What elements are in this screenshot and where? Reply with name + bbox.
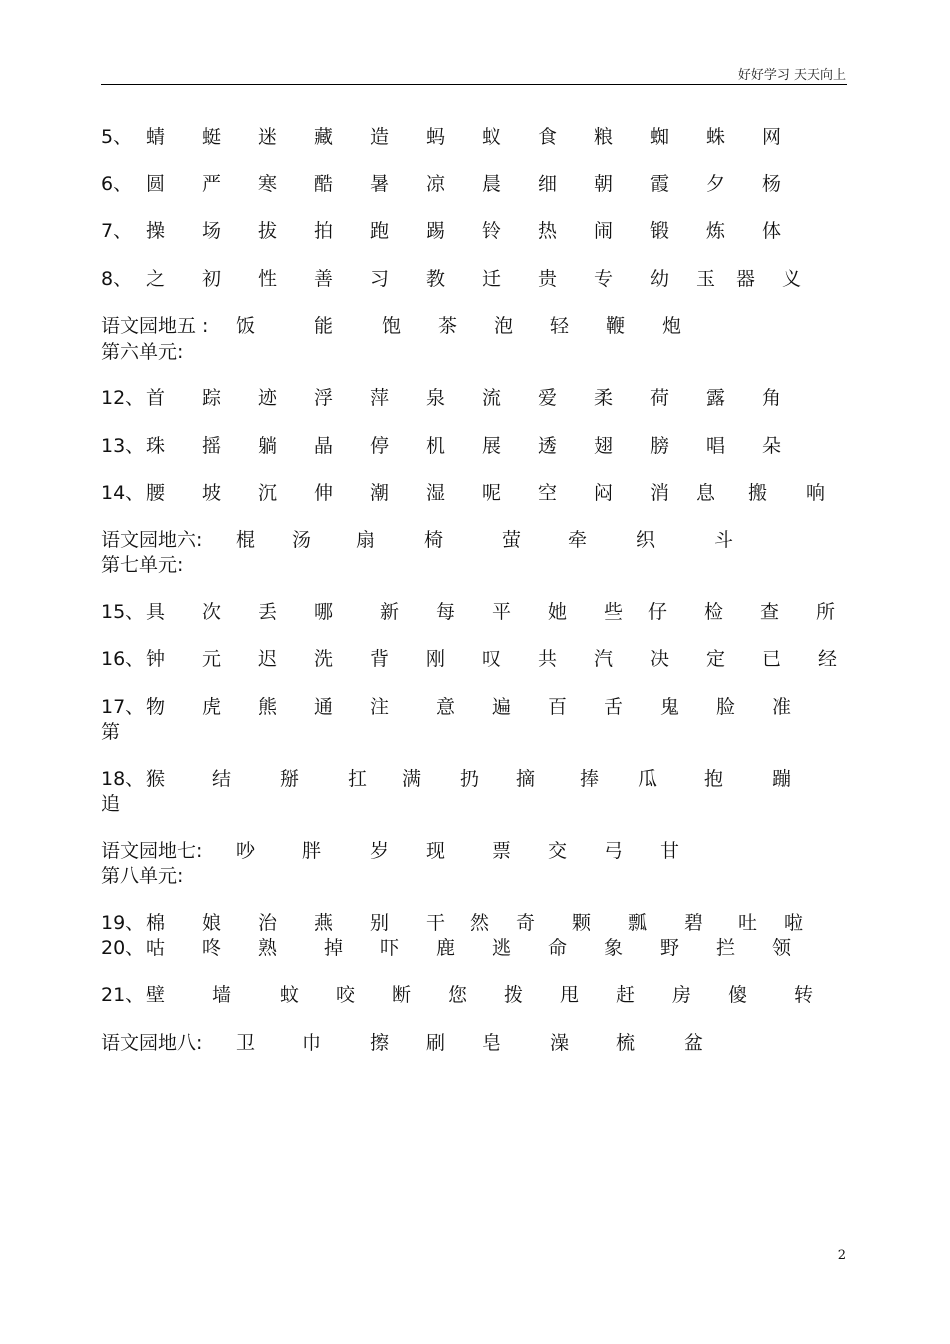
vocab-char: 粮 xyxy=(594,126,614,148)
vocab-char: 搬 xyxy=(748,482,768,504)
vocab-char: 奇 xyxy=(516,912,536,934)
vocab-char: 咚 xyxy=(202,937,222,959)
vocab-char: 牵 xyxy=(568,529,588,551)
vocab-char: 朵 xyxy=(762,435,782,457)
vocab-char: 浮 xyxy=(314,387,334,409)
vocab-char: 迹 xyxy=(258,387,278,409)
vocab-char: 迟 xyxy=(258,648,278,670)
vocab-char: 咕 xyxy=(146,937,166,959)
vocab-char: 扛 xyxy=(348,768,368,790)
vocab-char: 鹿 xyxy=(436,937,456,959)
vocab-char: 壁 xyxy=(146,984,166,1006)
row-label: 15、 xyxy=(101,601,145,623)
vocab-char: 皂 xyxy=(482,1032,502,1054)
vocab-char: 擦 xyxy=(370,1032,390,1054)
vocab-char: 决 xyxy=(650,648,670,670)
vocab-char: 鬼 xyxy=(660,696,680,718)
vocab-char: 检 xyxy=(704,601,724,623)
vocab-char: 注 xyxy=(370,696,390,718)
vocab-char: 潮 xyxy=(370,482,390,504)
vocab-char: 食 xyxy=(538,126,558,148)
vocab-char: 鞭 xyxy=(606,315,626,337)
vocab-char: 晨 xyxy=(482,173,502,195)
vocab-char: 炮 xyxy=(662,315,682,337)
vocab-char: 闹 xyxy=(594,220,614,242)
vocab-char: 杨 xyxy=(762,173,782,195)
vocab-char: 已 xyxy=(762,648,782,670)
vocab-char: 藏 xyxy=(314,126,334,148)
vocab-char: 呢 xyxy=(482,482,502,504)
vocab-char: 霞 xyxy=(650,173,670,195)
vocab-char: 唱 xyxy=(706,435,726,457)
vocab-char: 碧 xyxy=(684,912,704,934)
vocab-char: 治 xyxy=(258,912,278,934)
vocab-char: 吵 xyxy=(236,840,256,862)
vocab-char: 房 xyxy=(672,984,692,1006)
vocab-char: 细 xyxy=(538,173,558,195)
row-label: 16、 xyxy=(101,648,145,670)
vocab-char: 蚁 xyxy=(482,126,502,148)
vocab-char: 柔 xyxy=(594,387,614,409)
vocab-char: 交 xyxy=(548,840,568,862)
vocab-char: 踢 xyxy=(426,220,446,242)
vocab-char: 物 xyxy=(146,696,166,718)
vocab-char: 贵 xyxy=(538,268,558,290)
vocab-char: 夕 xyxy=(706,173,726,195)
vocab-char: 卫 xyxy=(236,1032,256,1054)
vocab-char: 汤 xyxy=(292,529,312,551)
vocab-char: 闷 xyxy=(594,482,614,504)
vocab-char: 棍 xyxy=(236,529,256,551)
vocab-char: 伸 xyxy=(314,482,334,504)
vocab-char: 消 xyxy=(650,482,670,504)
vocab-char: 共 xyxy=(538,648,558,670)
vocab-char: 体 xyxy=(762,220,782,242)
header-divider xyxy=(101,84,847,85)
vocab-char: 流 xyxy=(482,387,502,409)
vocab-char: 热 xyxy=(538,220,558,242)
vocab-char: 钟 xyxy=(146,648,166,670)
vocab-char: 蜓 xyxy=(202,126,222,148)
vocab-char: 泉 xyxy=(426,387,446,409)
vocab-char: 跑 xyxy=(370,220,390,242)
vocab-char: 响 xyxy=(806,482,826,504)
vocab-char: 萤 xyxy=(502,529,522,551)
vocab-char: 她 xyxy=(548,601,568,623)
vocab-char: 然 xyxy=(470,912,490,934)
vocab-char: 饭 xyxy=(236,315,256,337)
vocab-char: 初 xyxy=(202,268,222,290)
vocab-char: 遍 xyxy=(492,696,512,718)
vocab-char: 命 xyxy=(548,937,568,959)
vocab-char: 义 xyxy=(782,268,802,290)
vocab-char: 珠 xyxy=(146,435,166,457)
vocab-char: 准 xyxy=(772,696,792,718)
vocab-char: 叹 xyxy=(482,648,502,670)
vocab-char: 空 xyxy=(538,482,558,504)
vocab-char: 性 xyxy=(258,268,278,290)
vocab-char: 赶 xyxy=(616,984,636,1006)
vocab-char: 平 xyxy=(492,601,512,623)
vocab-char: 展 xyxy=(482,435,502,457)
vocab-char: 澡 xyxy=(550,1032,570,1054)
vocab-char: 铃 xyxy=(482,220,502,242)
vocab-char: 息 xyxy=(696,482,716,504)
vocab-char: 棉 xyxy=(146,912,166,934)
vocab-char: 巾 xyxy=(302,1032,322,1054)
vocab-char: 脸 xyxy=(716,696,736,718)
vocab-char: 燕 xyxy=(314,912,334,934)
vocab-char: 沉 xyxy=(258,482,278,504)
vocab-char: 仔 xyxy=(648,601,668,623)
unit-heading-8: 第八单元: xyxy=(101,865,184,887)
vocab-char: 晶 xyxy=(314,435,334,457)
row-label: 7、 xyxy=(101,220,133,242)
vocab-char: 转 xyxy=(794,984,814,1006)
vocab-char: 百 xyxy=(548,696,568,718)
vocab-char: 掉 xyxy=(324,937,344,959)
vocab-char: 坡 xyxy=(202,482,222,504)
vocab-char: 角 xyxy=(762,387,782,409)
vocab-char: 腰 xyxy=(146,482,166,504)
vocab-char: 舌 xyxy=(604,696,624,718)
vocab-char: 场 xyxy=(202,220,222,242)
vocab-char: 虎 xyxy=(202,696,222,718)
page-number: 2 xyxy=(837,1248,846,1263)
row-label: 语文园地七: xyxy=(101,840,203,862)
row-label: 19、 xyxy=(101,912,145,934)
vocab-char: 瓜 xyxy=(638,768,658,790)
vocab-char: 扇 xyxy=(356,529,376,551)
vocab-char: 锻 xyxy=(650,220,670,242)
vocab-char: 露 xyxy=(706,387,726,409)
row-label: 14、 xyxy=(101,482,145,504)
vocab-char: 元 xyxy=(202,648,222,670)
vocab-char: 椅 xyxy=(424,529,444,551)
row-label: 21、 xyxy=(101,984,145,1006)
vocab-char: 严 xyxy=(202,173,222,195)
vocab-char: 现 xyxy=(426,840,446,862)
vocab-char: 象 xyxy=(604,937,624,959)
vocab-char: 娘 xyxy=(202,912,222,934)
vocab-char: 抱 xyxy=(704,768,724,790)
vocab-char: 炼 xyxy=(706,220,726,242)
vocab-char: 您 xyxy=(448,984,468,1006)
vocab-char: 饱 xyxy=(382,315,402,337)
vocab-char: 新 xyxy=(380,601,400,623)
vocab-char: 刚 xyxy=(426,648,446,670)
vocab-char: 善 xyxy=(314,268,334,290)
vocab-char: 酷 xyxy=(314,173,334,195)
vocab-char: 玉 xyxy=(696,268,716,290)
vocab-char: 次 xyxy=(202,601,222,623)
vocab-char: 别 xyxy=(370,912,390,934)
vocab-char: 每 xyxy=(436,601,456,623)
vocab-char: 专 xyxy=(594,268,614,290)
vocab-char: 朝 xyxy=(594,173,614,195)
row-label: 18、 xyxy=(101,768,145,790)
vocab-char: 拦 xyxy=(716,937,736,959)
vocab-char: 意 xyxy=(436,696,456,718)
vocab-char: 膀 xyxy=(650,435,670,457)
vocab-char: 经 xyxy=(818,648,838,670)
vocab-char: 干 xyxy=(426,912,446,934)
vocab-char: 满 xyxy=(402,768,422,790)
vocab-char: 翅 xyxy=(594,435,614,457)
vocab-char: 蜘 xyxy=(650,126,670,148)
row-label: 语文园地八: xyxy=(101,1032,203,1054)
vocab-char: 斗 xyxy=(714,529,734,551)
vocab-char: 蛛 xyxy=(706,126,726,148)
vocab-char: 咬 xyxy=(336,984,356,1006)
vocab-char: 吐 xyxy=(738,912,758,934)
vocab-char: 断 xyxy=(392,984,412,1006)
vocab-char: 弓 xyxy=(604,840,624,862)
vocab-char: 之 xyxy=(146,268,166,290)
row-label: 20、 xyxy=(101,937,145,959)
vocab-char: 机 xyxy=(426,435,446,457)
vocab-char: 停 xyxy=(370,435,390,457)
vocab-char: 甘 xyxy=(660,840,680,862)
vocab-char: 荷 xyxy=(650,387,670,409)
row-label: 第 xyxy=(101,721,121,743)
vocab-char: 蚊 xyxy=(280,984,300,1006)
vocab-char: 洗 xyxy=(314,648,334,670)
row-label: 17、 xyxy=(101,696,145,718)
vocab-char: 瓢 xyxy=(628,912,648,934)
vocab-char: 首 xyxy=(146,387,166,409)
vocab-char: 蹦 xyxy=(772,768,792,790)
row-label: 6、 xyxy=(101,173,133,195)
vocab-char: 织 xyxy=(636,529,656,551)
vocab-char: 胖 xyxy=(302,840,322,862)
vocab-char: 凉 xyxy=(426,173,446,195)
vocab-char: 定 xyxy=(706,648,726,670)
vocab-char: 幼 xyxy=(650,268,670,290)
vocab-char: 泡 xyxy=(494,315,514,337)
vocab-char: 熊 xyxy=(258,696,278,718)
vocab-char: 轻 xyxy=(550,315,570,337)
vocab-char: 所 xyxy=(816,601,836,623)
vocab-char: 扔 xyxy=(460,768,480,790)
vocab-char: 拨 xyxy=(504,984,524,1006)
vocab-char: 吓 xyxy=(380,937,400,959)
vocab-char: 刷 xyxy=(426,1032,446,1054)
vocab-char: 网 xyxy=(762,126,782,148)
vocab-char: 躺 xyxy=(258,435,278,457)
vocab-char: 爱 xyxy=(538,387,558,409)
vocab-char: 捧 xyxy=(580,768,600,790)
vocab-char: 汽 xyxy=(594,648,614,670)
vocab-char: 萍 xyxy=(370,387,390,409)
vocab-char: 背 xyxy=(370,648,390,670)
vocab-char: 掰 xyxy=(280,768,300,790)
vocab-char: 拍 xyxy=(314,220,334,242)
row-label: 5、 xyxy=(101,126,133,148)
vocab-char: 器 xyxy=(736,268,756,290)
row-label: 12、 xyxy=(101,387,145,409)
vocab-char: 摇 xyxy=(202,435,222,457)
vocab-char: 逃 xyxy=(492,937,512,959)
vocab-char: 操 xyxy=(146,220,166,242)
unit-heading-7: 第七单元: xyxy=(101,554,184,576)
vocab-char: 能 xyxy=(314,315,334,337)
vocab-char: 领 xyxy=(772,937,792,959)
vocab-char: 湿 xyxy=(426,482,446,504)
vocab-char: 教 xyxy=(426,268,446,290)
vocab-char: 查 xyxy=(760,601,780,623)
vocab-char: 寒 xyxy=(258,173,278,195)
vocab-char: 颗 xyxy=(572,912,592,934)
vocab-char: 具 xyxy=(146,601,166,623)
vocab-char: 迁 xyxy=(482,268,502,290)
vocab-char: 岁 xyxy=(370,840,390,862)
row-label: 8、 xyxy=(101,268,133,290)
vocab-char: 野 xyxy=(660,937,680,959)
vocab-char: 蚂 xyxy=(426,126,446,148)
vocab-char: 墙 xyxy=(212,984,232,1006)
row-label: 语文园地六: xyxy=(101,529,203,551)
vocab-char: 暑 xyxy=(370,173,390,195)
vocab-char: 圆 xyxy=(146,173,166,195)
unit-heading-6: 第六单元: xyxy=(101,341,184,363)
vocab-char: 通 xyxy=(314,696,334,718)
vocab-char: 透 xyxy=(538,435,558,457)
vocab-char: 梳 xyxy=(616,1032,636,1054)
vocab-char: 哪 xyxy=(314,601,334,623)
vocab-char: 啦 xyxy=(784,912,804,934)
vocab-char: 造 xyxy=(370,126,390,148)
row-label: 语文园地五 : xyxy=(101,315,209,337)
vocab-char: 摘 xyxy=(516,768,536,790)
vocab-char: 迷 xyxy=(258,126,278,148)
vocab-char: 票 xyxy=(492,840,512,862)
vocab-char: 猴 xyxy=(146,768,166,790)
vocab-char: 甩 xyxy=(560,984,580,1006)
row-label: 13、 xyxy=(101,435,145,457)
vocab-char: 结 xyxy=(212,768,232,790)
header-text: 好好学习 天天向上 xyxy=(737,68,846,83)
vocab-char: 拔 xyxy=(258,220,278,242)
vocab-char: 茶 xyxy=(438,315,458,337)
vocab-char: 盆 xyxy=(684,1032,704,1054)
vocab-char: 丢 xyxy=(258,601,278,623)
vocab-char: 些 xyxy=(604,601,624,623)
vocab-char: 蜻 xyxy=(146,126,166,148)
vocab-char: 踪 xyxy=(202,387,222,409)
vocab-char: 熟 xyxy=(258,937,278,959)
row-label: 追 xyxy=(101,793,121,815)
vocab-char: 习 xyxy=(370,268,390,290)
vocab-char: 傻 xyxy=(728,984,748,1006)
